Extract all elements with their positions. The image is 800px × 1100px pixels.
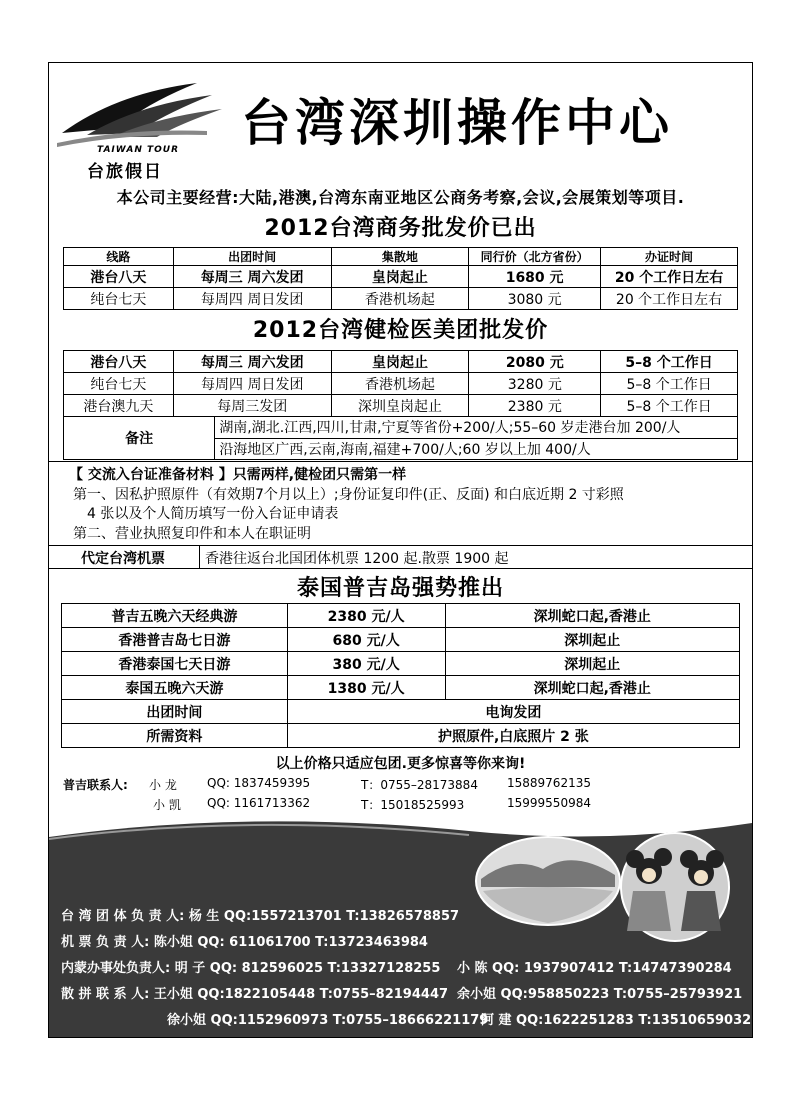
- table-row: [64, 395, 738, 417]
- tour-name: 香港泰国七天日游: [62, 652, 288, 676]
- materials-line: 第一、因私护照原件（有效期7个月以上）;身份证复印件(正、反面) 和白底近期 2 寸彩照: [73, 487, 624, 503]
- contact-mobile: 15889762135: [507, 776, 591, 790]
- table-row: [62, 628, 740, 652]
- route-cell: 港台澳九天: [64, 395, 174, 417]
- notes-label: 备注: [64, 417, 215, 460]
- logo-chinese-text: 台旅假日: [87, 162, 163, 182]
- table-header-row: [64, 248, 738, 266]
- col-dates: 出团时间: [173, 248, 331, 266]
- notes-line: 沿海地区广西,云南,海南,福建+700/人;60 岁以上加 400/人: [215, 438, 738, 460]
- notes-table: [63, 416, 738, 460]
- visa-cell: 5–8 个工作日: [601, 395, 738, 417]
- gather-cell: 香港机场起: [331, 373, 469, 395]
- table-row: [62, 724, 740, 748]
- table-row: [62, 700, 740, 724]
- puji-contact-label: 普吉联系人:: [63, 778, 128, 792]
- gather-cell: 皇岗起止: [331, 351, 469, 373]
- price-cell: 3280 元: [469, 373, 601, 395]
- tour-departure: 深圳起止: [445, 652, 740, 676]
- tour-departure: 深圳蛇口起,香港止: [445, 604, 740, 628]
- route-cell: 纯台七天: [64, 373, 174, 395]
- lake-photo-icon: [473, 835, 623, 927]
- col-price: 同行价（北方省份）: [469, 248, 601, 266]
- table-row: [64, 266, 738, 288]
- col-gather: 集散地: [331, 248, 469, 266]
- price-notice: 以上价格只适应包团.更多惊喜等你来询!: [275, 756, 526, 772]
- col-visa: 办证时间: [601, 248, 738, 266]
- gather-cell: 皇岗起止: [331, 266, 469, 288]
- business-scope: 本公司主要经营:大陆,港澳,台湾东南亚地区公商务考察,会议,会展策划等项目.: [116, 188, 685, 207]
- footer-contacts: [49, 843, 752, 1038]
- materials-line: 第二、营业执照复印件和本人在职证明: [73, 526, 311, 542]
- footer-contact-line: 散 拼 联 系 人: 王小姐 QQ:1822105448 T:0755–82194447: [61, 987, 449, 1002]
- route-cell: 港台八天: [64, 351, 174, 373]
- tour-price: 680 元/人: [287, 628, 445, 652]
- tour-departure: 深圳起止: [445, 628, 740, 652]
- docs-label: 所需资料: [62, 724, 288, 748]
- dates-cell: 每周四 周日发团: [173, 288, 331, 310]
- contact-qq: QQ: 1161713362: [207, 796, 311, 810]
- tour-departure: 深圳蛇口起,香港止: [445, 676, 740, 700]
- time-value: 电询发团: [287, 700, 739, 724]
- dates-cell: 每周三发团: [173, 395, 331, 417]
- visa-cell: 20 个工作日左右: [601, 288, 738, 310]
- tour-name: 普吉五晚六天经典游: [62, 604, 288, 628]
- thailand-section-title: 泰国普吉岛强势推出: [296, 576, 504, 601]
- gather-cell: 深圳皇岗起止: [331, 395, 469, 417]
- taiwan-tour-logo: [57, 73, 247, 181]
- footer-contact-line: 机 票 负 责 人: 陈小姐 QQ: 611061700 T:13723463984: [61, 935, 428, 950]
- materials-block: [49, 461, 752, 545]
- dates-cell: 每周三 周六发团: [173, 266, 331, 288]
- dates-cell: 每周四 周日发团: [173, 373, 331, 395]
- time-label: 出团时间: [62, 700, 288, 724]
- contact-mobile: 15999550984: [507, 796, 591, 810]
- col-route: 线路: [64, 248, 174, 266]
- footer-contact-line: 内蒙办事处负责人: 明 子 QQ: 812596025 T:13327128255: [61, 961, 441, 976]
- footer-contact-line: 小 陈 QQ: 1937907412 T:14747390284: [457, 961, 732, 976]
- contact-phone: T：0755–28173884: [361, 778, 478, 792]
- materials-line: 4 张以及个人简历填写一份入台证申请表: [87, 506, 339, 522]
- table-row: [62, 604, 740, 628]
- contact-name: 小 凯: [153, 798, 181, 812]
- price-cell: 3080 元: [469, 288, 601, 310]
- notes-line: 湖南,湖北.江西,四川,甘肃,宁夏等省份+200/人;55–60 岁走港台加 200/人: [215, 417, 738, 439]
- gather-cell: 香港机场起: [331, 288, 469, 310]
- visa-cell: 5–8 个工作日: [601, 351, 738, 373]
- price-cell: 1680 元: [469, 266, 601, 288]
- medical-price-table: [63, 350, 738, 417]
- route-cell: 港台八天: [64, 266, 174, 288]
- table-row: [62, 652, 740, 676]
- flyer-page: [48, 62, 753, 1038]
- route-cell: 纯台七天: [64, 288, 174, 310]
- business-price-table: [63, 247, 738, 310]
- table-row: [64, 373, 738, 395]
- price-cell: 2380 元: [469, 395, 601, 417]
- dates-cell: 每周三 周六发团: [173, 351, 331, 373]
- footer-contact-line: 余小姐 QQ:958850223 T:0755–25793921: [457, 987, 743, 1002]
- main-title: 台湾深圳操作中心: [241, 94, 673, 152]
- visa-cell: 5–8 个工作日: [601, 373, 738, 395]
- ticket-value: 香港往返台北国团体机票 1200 起.散票 1900 起: [205, 551, 509, 567]
- ticket-block: [49, 545, 752, 569]
- table-row: [64, 288, 738, 310]
- tour-price: 1380 元/人: [287, 676, 445, 700]
- materials-title: 【 交流入台证准备材料 】只需两样,健检团只需第一样: [69, 467, 407, 483]
- tour-name: 泰国五晚六天游: [62, 676, 288, 700]
- tour-price: 2380 元/人: [287, 604, 445, 628]
- logo-swoosh-icon: [57, 73, 227, 153]
- medical-section-title: 2012台湾健检医美团批发价: [252, 318, 549, 343]
- price-cell: 2080 元: [469, 351, 601, 373]
- business-section-title: 2012台湾商务批发价已出: [264, 216, 537, 241]
- table-row: [62, 676, 740, 700]
- docs-value: 护照原件,白底照片 2 张: [287, 724, 739, 748]
- table-row: [64, 351, 738, 373]
- contact-qq: QQ: 1837459395: [207, 776, 311, 790]
- footer-contact-line: 阿 建 QQ:1622251283 T:13510659032: [481, 1013, 752, 1028]
- contact-phone: T：15018525993: [361, 798, 465, 812]
- footer-contact-line: 徐小姐 QQ:1152960973 T:0755–18666221179: [167, 1013, 489, 1028]
- contact-name: 小 龙: [149, 778, 177, 792]
- visa-cell: 20 个工作日左右: [601, 266, 738, 288]
- ticket-label: 代定台湾机票: [81, 551, 165, 567]
- thailand-table: [61, 603, 740, 748]
- logo-english-text: TAIWAN TOUR: [97, 145, 180, 155]
- mickey-minnie-photo-icon: [605, 831, 745, 943]
- tour-name: 香港普吉岛七日游: [62, 628, 288, 652]
- tour-price: 380 元/人: [287, 652, 445, 676]
- footer-contact-line: 台 湾 团 体 负 责 人: 杨 生 QQ:1557213701 T:13826578857: [61, 909, 460, 924]
